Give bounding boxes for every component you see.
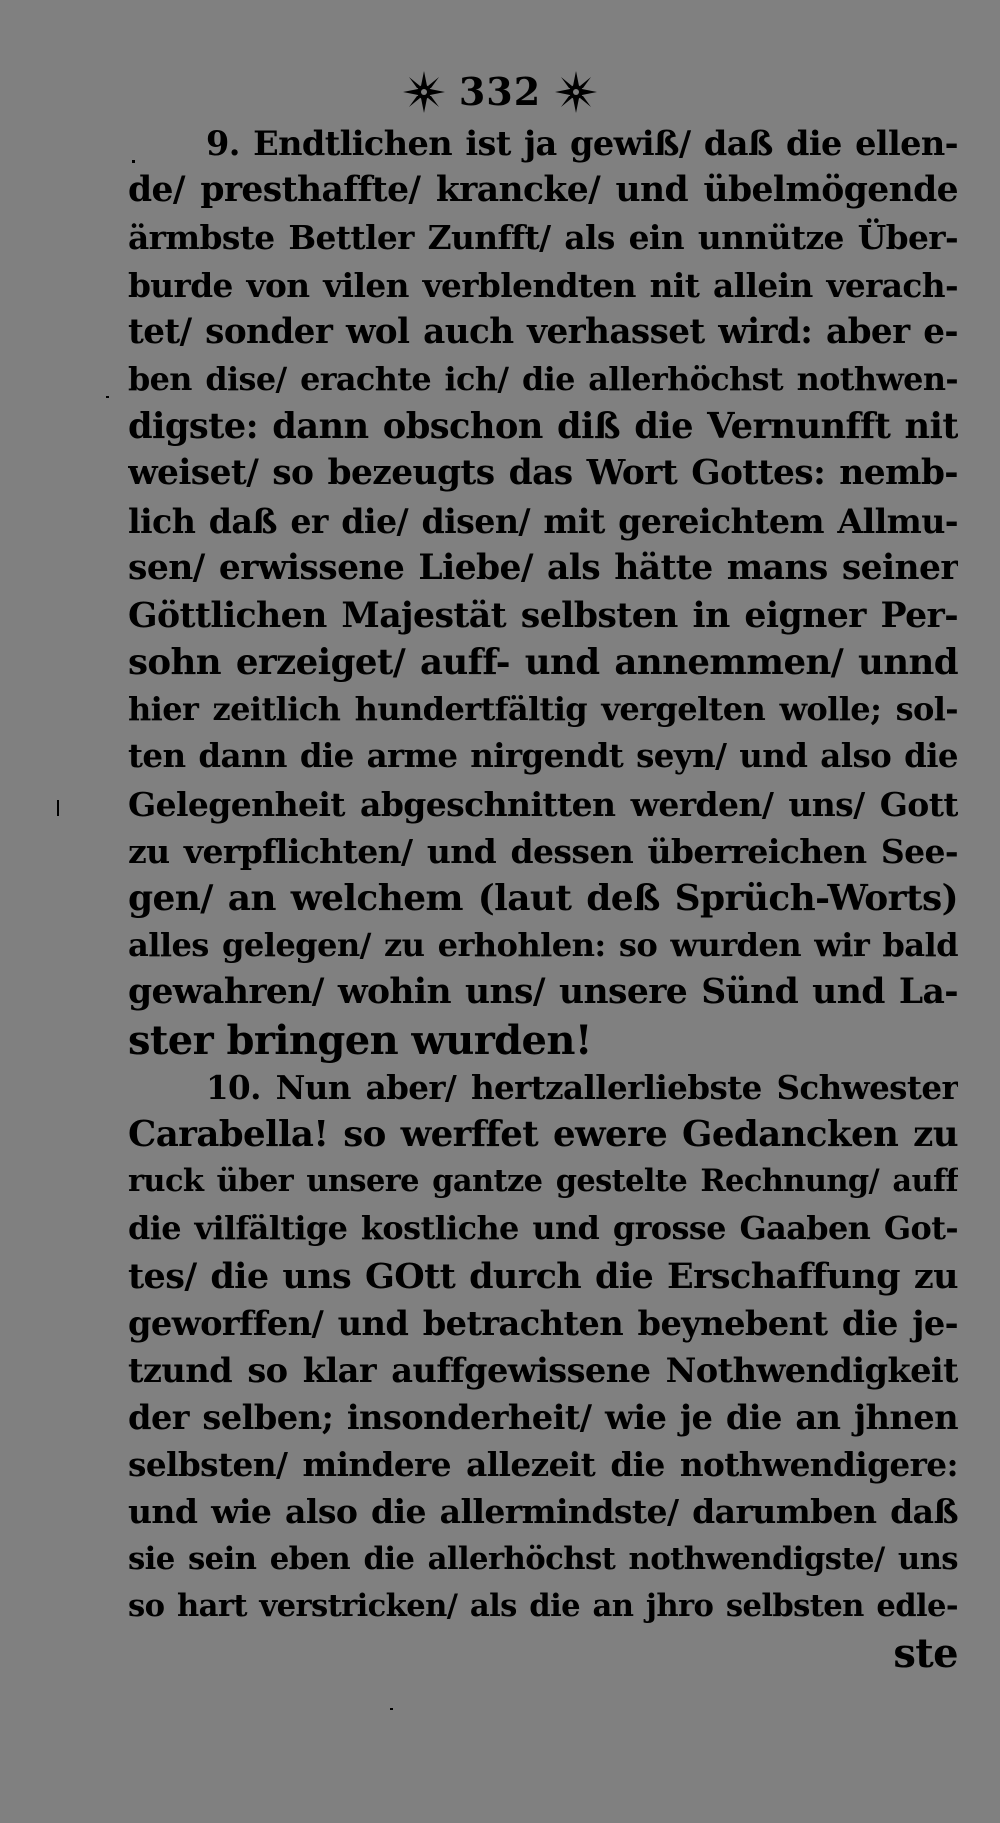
text-line: sie sein eben die allerhöchst nothwendigste/ uns — [128, 1540, 958, 1577]
text-line: tet/ sonder wol auch verhasset wird: aber e- — [128, 311, 958, 352]
text-line: der selben; insonderheit/ wie je die an jhnen — [128, 1397, 958, 1438]
page-number: 332 — [458, 69, 542, 114]
text-line: burde von vilen verblendten nit allein verach- — [128, 265, 958, 305]
text-line: ärmbste Bettler Zunfft/ als ein unnütze Über- — [128, 218, 958, 258]
text-line: weiset/ so bezeugts das Wort Gottes: nemb- — [128, 453, 958, 494]
text-line: geworffen/ und betrachten beynebent die je- — [128, 1302, 958, 1343]
print-speck — [390, 1708, 393, 1710]
text-line: die vilfältige kostliche und grosse Gaaben Got- — [128, 1209, 958, 1248]
text-line: ben dise/ erachte ich/ die allerhöchst nothwen- — [128, 359, 958, 398]
text-line: lich daß er die/ disen/ mit gereichtem Allmu- — [128, 501, 958, 541]
print-speck — [106, 396, 109, 398]
text-line: gewahren/ wohin uns/ unsere Sünd und La- — [128, 972, 958, 1013]
text-line: de/ presthaffte/ krancke/ und übelmögende — [128, 170, 958, 211]
text-line: sen/ erwissene Liebe/ als hätte mans seiner — [128, 547, 958, 588]
print-speck — [132, 160, 135, 163]
text-line: tes/ die uns GOtt durch die Erschaffung zu — [128, 1255, 958, 1297]
text-line: selbsten/ mindere allezeit die nothwendigere: — [128, 1445, 958, 1485]
text-line: digste: dann obschon diß die Vernunfft nit — [128, 406, 958, 448]
text-line: gen/ an welchem (laut deß Sprüch-Worts) — [128, 877, 958, 919]
text-line: und wie also die allermindste/ darumben daß — [128, 1492, 958, 1532]
text-line: alles gelegen/ zu erhohlen: so wurden wir bald — [128, 926, 958, 965]
text-line: tzund so klar auffgewissene Nothwendigkeit — [128, 1349, 958, 1390]
text-line: 9. Endtlichen ist ja gewiß/ daß die ellen- — [206, 123, 958, 163]
catchword: ste — [893, 1630, 958, 1677]
text-line: Göttlichen Majestät selbsten in eigner Per- — [128, 594, 958, 636]
text-line: ten dann die arme nirgendt seyn/ und also die — [128, 737, 958, 776]
text-line: hier zeitlich hundertfältig vergelten wolle; sol- — [128, 690, 958, 729]
text-line: zu verpflichten/ und dessen überreichen See- — [128, 831, 958, 871]
text-line: Gelegenheit abgeschnitten werden/ uns/ Gott — [128, 784, 958, 824]
text-line: so hart verstricken/ als die an jhro selbsten edle- — [128, 1587, 958, 1624]
star-ornament-icon — [401, 69, 447, 115]
text-line: sohn erzeiget/ auff- und annemmen/ unnd — [128, 642, 958, 684]
text-line: Carabella! so werffet ewere Gedancken zu — [128, 1113, 958, 1155]
text-line: ster bringen wurden! — [128, 1016, 592, 1064]
body-text — [128, 120, 958, 1677]
print-speck — [57, 800, 59, 816]
text-line: 10. Nun aber/ hertzallerliebste Schwester — [206, 1067, 958, 1107]
page-header — [0, 62, 1000, 122]
text-line: ruck über unsere gantze gestelte Rechnung/ auff — [128, 1163, 958, 1200]
star-ornament-icon — [553, 69, 599, 115]
